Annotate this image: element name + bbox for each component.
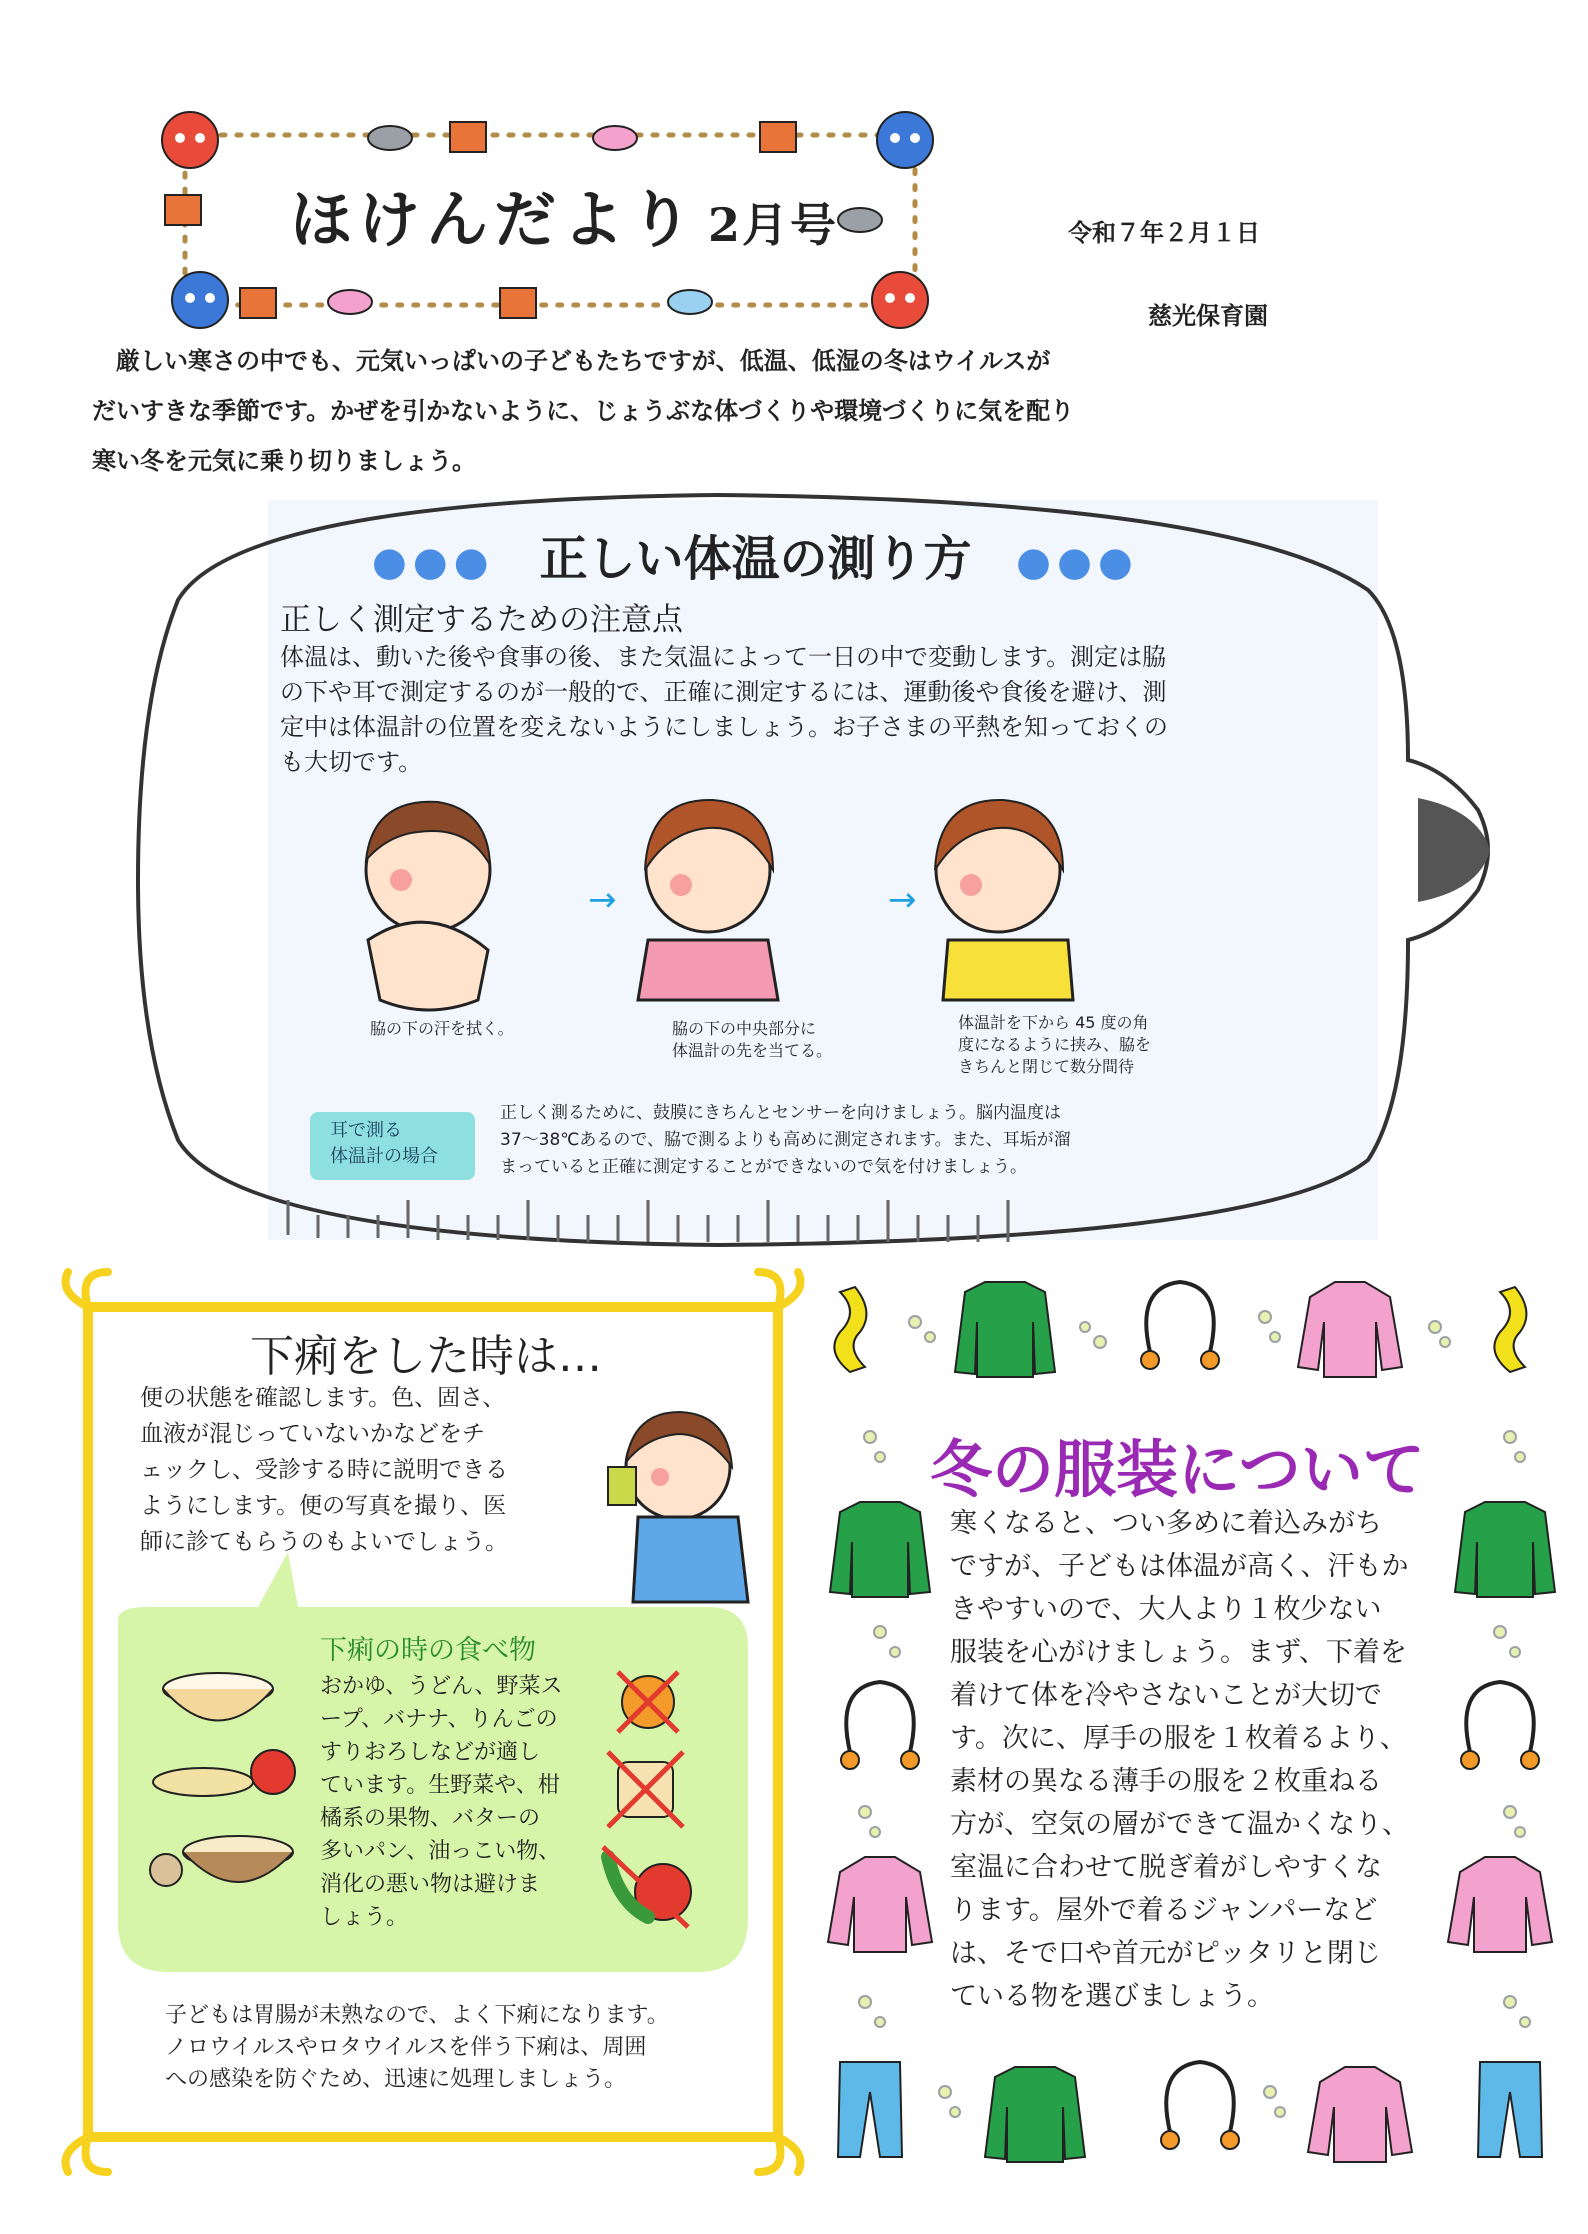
scarf-icon xyxy=(1494,1287,1526,1372)
step-caption-1 xyxy=(370,1018,514,1040)
avoid-orange-icon xyxy=(618,1672,678,1732)
blue-dots-icon: ●●● xyxy=(1016,539,1139,585)
footer-line: への感染を防ぐため、迅速に処理しましょう。 xyxy=(165,2067,627,2092)
winter-section-title: 冬の服装について xyxy=(930,1433,1425,1506)
earmuff-icon xyxy=(1461,1682,1539,1769)
pants-icon xyxy=(1478,2062,1542,2157)
red-oni-mask-icon xyxy=(162,112,218,168)
intro-line: 厳しい寒さの中でも、元気いっぱいの子どもたちですが、低温、低湿の冬はウイルスが xyxy=(92,347,1051,375)
caption-line: 脇の下の汗を拭く。 xyxy=(370,1019,514,1038)
body-line: ですが、子どもは体温が高く、汗もか xyxy=(950,1551,1409,1582)
body-line: の下や耳で測定するのが一般的で、正確に測定するには、運動後や食後を避け、測 xyxy=(280,678,1167,706)
body-line: 便の状態を確認します。色、固さ、 xyxy=(140,1385,506,1411)
food-line: おかゆ、うどん、野菜ス xyxy=(320,1674,563,1699)
child-placing-thermometer-illustration xyxy=(638,800,778,1000)
red-oni-mask-icon xyxy=(872,272,928,328)
thermometer-subtitle: 正しく測定するための注意点 xyxy=(280,602,683,638)
food-line: 橘系の果物、バターの xyxy=(320,1806,541,1831)
body-line: 素材の異なる薄手の服を２枚重ねる xyxy=(950,1766,1382,1797)
ear-thermometer-badge xyxy=(310,1112,475,1180)
child-holding-thermometer-illustration xyxy=(935,800,1073,1000)
earmuff-icon xyxy=(841,1682,919,1769)
body-line: 師に診てもらうのもよいでしょう。 xyxy=(140,1529,508,1555)
jacket-icon xyxy=(955,1282,1055,1377)
title-text: ほけんだより xyxy=(290,183,699,256)
caption-line: 脇の下の中央部分に xyxy=(672,1019,817,1038)
body-line: ようにします。便の写真を撮り、医 xyxy=(140,1493,507,1519)
intro-paragraph xyxy=(92,336,1292,486)
caption-line: 体温計を下から 45 度の角 xyxy=(958,1013,1149,1032)
body-line: 室温に合わせて脱ぎ着がしやすくな xyxy=(950,1852,1382,1883)
ear-line: 正しく測るために、鼓膜にきちんとセンサーを向けましょう。脳内温度は xyxy=(500,1103,1061,1123)
sweater-icon xyxy=(828,1857,932,1952)
footer-line: 子どもは胃腸が未熟なので、よく下痢になります。 xyxy=(165,2003,669,2028)
earmuff-icon xyxy=(1141,1282,1219,1369)
food-line: 消化の悪い物は避けま xyxy=(320,1872,541,1897)
jacket-icon xyxy=(1455,1502,1555,1597)
right-arrow-icon: → xyxy=(588,880,617,920)
body-line: は、そで口や首元がピッタリと閉じ xyxy=(950,1938,1381,1969)
body-line: 体温は、動いた後や食事の後、また気温によって一日の中で変動します。測定は脇 xyxy=(280,643,1167,671)
food-line: ています。生野菜や、柑 xyxy=(320,1773,560,1798)
body-line: ェックし、受診する時に説明できる xyxy=(140,1457,508,1483)
blue-oni-mask-icon xyxy=(172,272,228,328)
newsletter-title xyxy=(290,170,838,259)
pants-icon xyxy=(838,2062,902,2157)
food-box-title: 下痢の時の食べ物 xyxy=(320,1635,536,1666)
body-line: ている物を選びましょう。 xyxy=(950,1981,1274,2012)
caption-line: きちんと閉じて数分間待 xyxy=(958,1057,1135,1076)
winter-body xyxy=(950,1502,1409,2018)
badge-line: 耳で測る xyxy=(330,1120,402,1141)
blue-dots-icon: ●●● xyxy=(372,539,495,585)
sweater-icon xyxy=(1448,1857,1552,1952)
body-line: 寒くなると、つい多めに着込みがち xyxy=(950,1508,1382,1539)
issue-date: 令和７年２月１日 xyxy=(1068,219,1260,247)
step-caption-2 xyxy=(672,1018,832,1062)
step-caption-3 xyxy=(958,1012,1151,1078)
thermometer-title-text: 正しい体温の測り方 xyxy=(539,531,972,587)
body-line: きやすいので、大人より１枚少ない xyxy=(950,1594,1382,1625)
child-wiping-sweat-illustration xyxy=(366,802,490,1010)
ear-thermometer-text xyxy=(500,1100,1071,1181)
body-line: ります。屋外で着るジャンパーなど xyxy=(950,1895,1378,1926)
badge-line: 体温計の場合 xyxy=(330,1146,438,1167)
body-line: 方が、空気の層ができて温かくなり、 xyxy=(950,1809,1409,1840)
sweater-icon xyxy=(1298,1282,1402,1377)
thermometer-body xyxy=(280,640,1280,780)
footer-line: ノロウイルスやロタウイルスを伴う下痢は、周囲 xyxy=(165,2035,647,2060)
ear-line: 37～38℃あるので、脇で測るよりも高めに測定されます。また、耳垢が溜 xyxy=(500,1130,1071,1150)
body-line: 定中は体温計の位置を変えないようにしましょう。お子さまの平熱を知っておくの xyxy=(280,713,1168,741)
scarf-icon xyxy=(834,1287,866,1372)
earmuff-icon xyxy=(1161,2062,1239,2149)
diarrhea-body xyxy=(140,1380,508,1560)
sweater-icon xyxy=(1308,2067,1412,2162)
thermometer-section-title xyxy=(372,520,1139,589)
caption-line: 体温計の先を当てる。 xyxy=(672,1041,833,1060)
body-line: す。次に、厚手の服を１枚着るより、 xyxy=(950,1723,1407,1754)
jacket-icon xyxy=(985,2067,1085,2162)
blue-oni-mask-icon xyxy=(877,112,933,168)
food-line: 多いパン、油っこい物、 xyxy=(320,1839,561,1864)
food-box-body xyxy=(320,1670,562,1934)
body-line: 血液が混じっていないかなどをチ xyxy=(140,1421,485,1447)
diarrhea-section-title: 下痢をした時は… xyxy=(250,1331,602,1382)
intro-line: だいすきな季節です。かぜを引かないように、じょうぶな体づくりや環境づくりに気を配り xyxy=(92,397,1075,425)
food-line: すりおろしなどが適し xyxy=(320,1740,541,1765)
issue-label: 2月号 xyxy=(708,198,839,252)
jacket-icon xyxy=(830,1502,930,1597)
food-line: しょう。 xyxy=(320,1905,409,1930)
ear-line: まっていると正確に測定することができないので気を付けましょう。 xyxy=(500,1157,1027,1177)
food-line: ープ、バナナ、りんごの xyxy=(320,1707,558,1732)
avoid-bread-icon xyxy=(608,1752,683,1827)
right-arrow-icon: → xyxy=(888,880,917,920)
diarrhea-footer xyxy=(165,2000,669,2096)
intro-line: 寒い冬を元気に乗り切りましょう。 xyxy=(92,447,476,475)
organization-name: 慈光保育園 xyxy=(1148,302,1268,330)
caption-line: 度になるように挟み、脇を xyxy=(958,1035,1151,1054)
body-line: 着けて体を冷やさないことが大切で xyxy=(950,1680,1382,1711)
body-line: も大切です。 xyxy=(280,748,423,776)
body-line: 服装を心がけましょう。まず、下着を xyxy=(950,1637,1407,1668)
